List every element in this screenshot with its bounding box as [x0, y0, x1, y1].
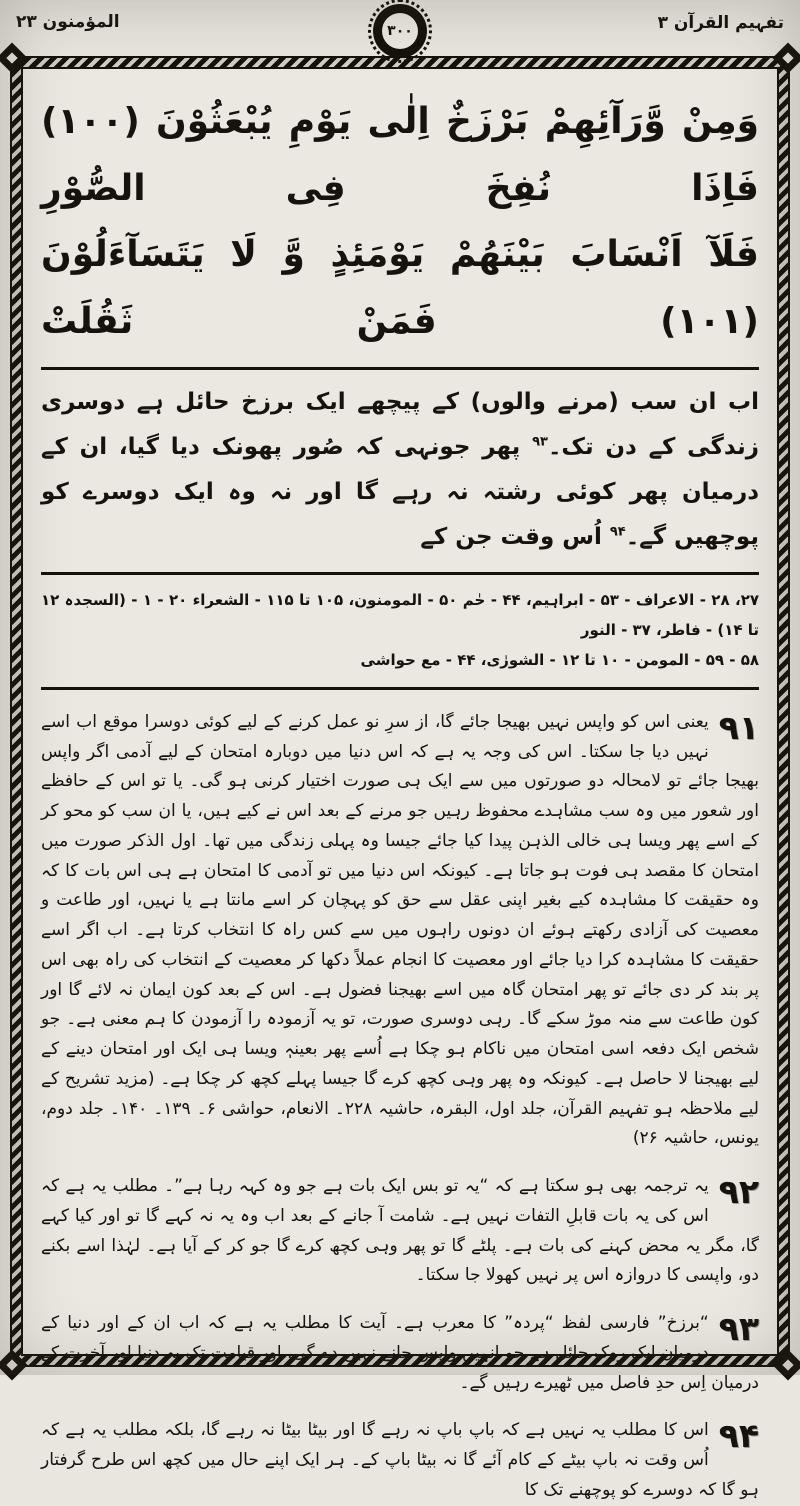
footnote-marker-93: ۹۳: [532, 434, 548, 450]
footnote-94-number: ۹۴: [718, 1416, 759, 1456]
footnote-92-text: یہ ترجمہ بھی ہو سکتا ہے کہ “یہ تو بس ایک بات ہے جو وہ کہہ رہا ہے”۔ مطلب یہ ہے کہ اس کی یہ بات قابلِ التفات نہیں ہے۔ شامت آ جانے کے بعد اب وہ یہ نہ کہے گا تو اور کیا کہے گا، مگر یہ محض کہنے کی بات ہے۔ پلٹے گا تو پھر وہی کچھ کرے گا جو کر کے آیا ہے۔ لہٰذا اسے بکنے دو، واپسی کا دروازہ اس پر نہیں کھولا جا سکتا۔: [41, 1176, 759, 1286]
footnote-marker-94: ۹۴: [609, 524, 626, 540]
quran-line-1: وَمِنْ وَّرَآئِهِمْ بَرْزَخٌ اِلٰى يَوْمِ يُبْعَثُوْنَ (١٠٠) فَاِذَا نُفِخَ فِى الصُّوْرِ: [41, 101, 759, 209]
footnote-92: [41, 1172, 759, 1291]
footnote-91: [41, 708, 759, 1154]
footnote-91-text: یعنی اس کو واپس نہیں بھیجا جائے گا، از سرِ نو عمل کرنے کے لیے کوئی دوسرا موقع اب اسے نہیں دیا جا سکتا۔ اس کی وجہ یہ ہے کہ اس دنیا میں دوبارہ امتحان کے لیے آدمی اگر واپس بھیجا جائے تو لامحالہ دو صورتوں میں سے ایک ہی صورت اختیار کرنی ہو گی۔ یا تو اس کے حافظے اور شعور میں وہ سب مشاہدے محفوظ رہیں جو مرنے کے بعد اس نے کیے ہیں، یا ان سب کو محو کر کے اسے پھر ویسا ہی خالی الذہن پیدا کیا جائے جیسا وہ پہلی زندگی میں تھا۔ اول الذکر صورت میں امتحان کا مقصد ہی فوت ہو جاتا ہے۔ کیونکہ اس دنیا میں تو آدمی کا امتحان ہے ہی اس بات کا کہ وہ حقیقت کا مشاہدہ کیے بغیر اپنی عقل سے حق کو پہچان کر اسے مانتا ہے یا نہیں، اور طاعت و معصیت کی آزادی رکھتے ہوئے ان دونوں راہوں میں سے کس راہ کا انتخاب کرتا ہے۔ اب اگر اسے حقیقت کا مشاہدہ کرا دیا جائے اور معصیت کا انجام عملاً دکھا کر معصیت کے انتخاب کی راہ بھی اس پر بند کر دی جائے تو پھر امتحان گاہ میں اسے بھیجنا فضول ہے۔ اس کے بعد کون ایمان نہ لائے گا اور کون طاعت سے منہ موڑ سکے گا۔ رہی دوسری صورت، تو یہ آزمودہ را آزمودن کا ہم معنی ہے۔ جو شخص ایک دفعہ اسی امتحان میں ناکام ہو چکا ہے اُسے پھر بعینہٖ ویسا ہی ایک اور امتحان دینے کے لیے بھیجنا لا حاصل ہے۔ کیونکہ وہ پھر وہی کچھ کرے گا جیسا پہلے کچھ کر چکا ہے۔ (مزید تشریح کے لیے ملاحظہ ہو تفہیم القرآن، جلد اول، البقرہ، حاشیہ ۲۲۸۔ الانعام، حواشی ۶۔ ۱۳۹۔ ۱۴۰۔ جلد دوم، یونس، حاشیہ ۲۶): [41, 711, 759, 1149]
urdu-translation: [41, 380, 759, 559]
cross-references-line-1: ۲۷، ۲۸ - الاعراف - ۵۳ - ابراہیم، ۴۴ - حٰم ۵۰ - المومنون، ۱۰۵ تا ۱۱۵ - الشعراء ۲۰ - ۱ - (السجدہ ۱۲ تا ۱۴) - فاطر، ۳۷ - النور: [41, 590, 759, 639]
book-title-label: تفہیم القرآن ۳: [657, 13, 784, 33]
footnote-93: [41, 1309, 759, 1398]
translation-segment-2: پھر جونہی کہ صُور پھونک دیا گیا، ان کے درمیان پھر کوئی رشتہ نہ رہے گا اور نہ وہ ایک دوسرے کو پوچھیں گے۔: [41, 434, 759, 550]
translation-segment-1: اب ان سب (مرنے والوں) کے پیچھے ایک برزخ حائل ہے دوسری زندگی کے دن تک۔: [41, 389, 759, 461]
divider-under-translation: [41, 572, 759, 575]
footnote-94-text: اس کا مطلب یہ نہیں ہے کہ باپ باپ نہ رہے گا اور بیٹا بیٹا نہ رہے گا، بلکہ مطلب یہ ہے کہ اُس وقت نہ باپ بیٹے کے کام آئے گا نہ بیٹا باپ کے۔ ہر ایک اپنے حال میں کچھ اس طرح گرفتار ہو گا کہ دوسرے کو پوچھنے تک کا: [41, 1420, 759, 1500]
footnote-93-number: ۹۳: [718, 1309, 759, 1348]
cross-references-block: [41, 585, 759, 675]
quran-verse-block: [41, 89, 759, 355]
divider-under-references: [41, 687, 759, 690]
translation-segment-3: اُس وقت جن کے: [420, 523, 610, 550]
ornamental-border-frame: [12, 58, 788, 1500]
divider-under-quran: [41, 367, 759, 370]
footnote-91-number: ۹۱: [718, 707, 759, 747]
surah-name-label: المؤمنون ۲۳: [16, 12, 120, 32]
page-header: [0, 4, 800, 58]
page-number: ۳۰۰: [382, 13, 418, 49]
quran-line-2: فَلَآ اَنْسَابَ بَيْنَهُمْ يَوْمَئِذٍ وَّ لَا يَتَسَآءَلُوْنَ (١٠١) فَمَنْ ثَقُلَتْ: [41, 234, 759, 342]
footnote-93-text: “برزخ” فارسی لفظ “پردہ” کا معرب ہے۔ آیت کا مطلب یہ ہے کہ اب ان کے اور دنیا کے درمیان ایک روک حائل ہے جو انہیں واپس جانے نہیں دے گی، اور قیامت تک یہ دنیا اور آخرت کے درمیان اِس حدِ فاصل میں ٹھیرے رہیں گے۔: [41, 1313, 759, 1393]
footnote-92-number: ۹۲: [718, 1172, 759, 1211]
cross-references-line-2: ۵۸ - ۵۹ - المومن - ۱۰ تا ۱۲ - الشورٰی، ۴۴ - مع حواشی: [360, 650, 759, 669]
page-number-medallion: [373, 4, 427, 58]
footnote-94: [41, 1416, 759, 1505]
